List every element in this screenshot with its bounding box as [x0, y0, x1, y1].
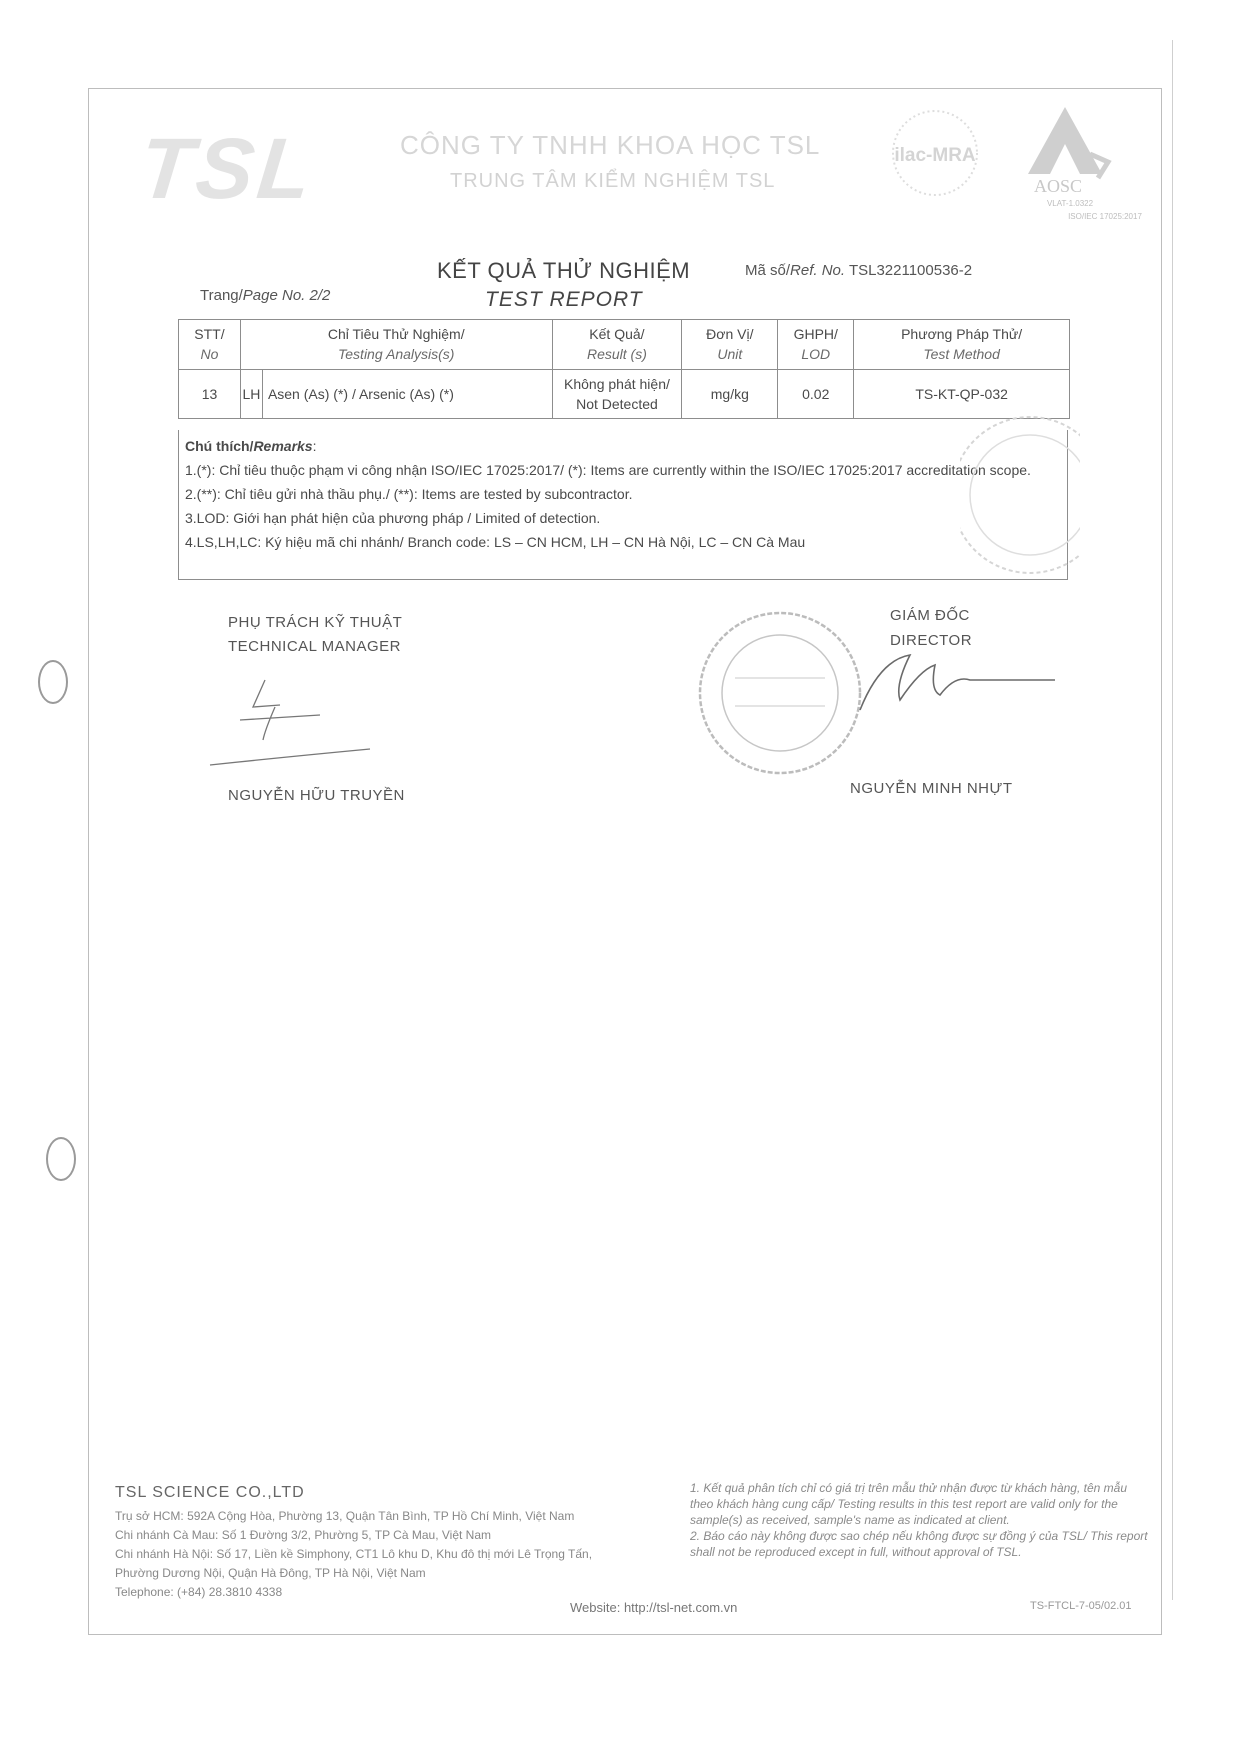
- center-name: TRUNG TÂM KIỂM NGHIỆM TSL: [450, 170, 776, 192]
- footer-form-code: TS-FTCL-7-05/02.01: [1030, 1600, 1132, 1612]
- ref-label-en: Ref. No.: [790, 262, 846, 279]
- page-label-vn: Trang/: [200, 287, 243, 304]
- footer-note: 2. Báo cáo này không được sao chép nếu không được sự đồng ý của TSL/ This report shall not be reproduced except in full, without approval of TSL.: [690, 1529, 1148, 1559]
- footer-address-line: Chi nhánh Hà Nội: Số 17, Liền kề Simphony, CT1 Lô khu D, Khu đô thị mới Lê Trọng Tấn, Phường Dương Nội, Quận Hà Đông, TP Hà Nội, Việt Nam: [115, 1547, 593, 1580]
- remark-item: 2.(**): Chỉ tiêu gửi nhà thầu phụ./ (**): Items are tested by subcontractor.: [185, 486, 633, 502]
- tsl-logo: TSL: [135, 121, 320, 217]
- punch-hole: [38, 660, 68, 704]
- page-label-en: Page No. 2/2: [242, 287, 331, 304]
- technical-manager-name: NGUYỄN HỮU TRUYỀN: [228, 787, 405, 804]
- remark-item: 4.LS,LH,LC: Ký hiệu mã chi nhánh/ Branch code: LS – CN HCM, LH – CN Hà Nội, LC – CN Cà Mau: [185, 534, 806, 550]
- header-cell-method: Phương Pháp Thử/ Test Method: [854, 320, 1070, 370]
- footer-address: [115, 1507, 635, 1602]
- cell-lod: 0.02: [778, 369, 854, 419]
- punch-hole: [46, 1137, 76, 1181]
- header-cell-no: STT/ No: [179, 320, 241, 370]
- report-title-en: TEST REPORT: [485, 288, 643, 311]
- partial-stamp: [960, 405, 1080, 585]
- director-signature: [840, 640, 1070, 730]
- ilac-text: ilac-MRA: [894, 145, 976, 166]
- footer-address-line: Telephone: (+84) 28.3810 4338: [115, 1585, 283, 1599]
- header-cell-lod: GHPH/ LOD: [778, 320, 854, 370]
- table-header-row: [179, 320, 1070, 370]
- report-title-vn: KẾT QUẢ THỬ NGHIỆM: [437, 258, 691, 283]
- aosc-logo: [1010, 102, 1160, 222]
- iso-text: ISO/IEC 17025:2017: [1068, 212, 1142, 221]
- header-cell-analysis: Chỉ Tiêu Thử Nghiệm/ Testing Analysis(s): [240, 320, 552, 370]
- table-row: [179, 369, 1070, 419]
- company-name: CÔNG TY TNHH KHOA HỌC TSL: [400, 130, 821, 160]
- cell-unit: mg/kg: [682, 369, 778, 419]
- cell-no: 13: [179, 369, 241, 419]
- footer-company: TSL SCIENCE CO.,LTD: [115, 1484, 305, 1501]
- cell-branch: LH: [240, 369, 262, 419]
- footer-website: Website: http://tsl-net.com.vn: [570, 1600, 738, 1615]
- footer-notes: [690, 1480, 1150, 1560]
- cell-analysis: Asen (As) (*) / Arsenic (As) (*): [262, 369, 552, 419]
- remark-item: 1.(*): Chỉ tiêu thuộc phạm vi công nhận ISO/IEC 17025:2017/ (*): Items are currently within the ISO/IEC 17025:2017 accreditation scope.: [185, 462, 1031, 478]
- results-table: [178, 319, 1070, 419]
- ref-label-vn: Mã số/: [745, 262, 791, 279]
- cell-method: TS-KT-QP-032: [854, 369, 1070, 419]
- technical-manager-signature: [205, 665, 405, 775]
- header-cell-result: Kết Quả/ Result (s): [552, 320, 682, 370]
- aosc-text: AOSC: [1033, 176, 1083, 196]
- page-number: [200, 287, 330, 304]
- remark-item: 3.LOD: Giới hạn phát hiện của phương pháp / Limited of detection.: [185, 510, 601, 526]
- cell-result: Không phát hiện/ Not Detected: [552, 369, 682, 419]
- technical-manager-title-en: TECHNICAL MANAGER: [228, 638, 401, 655]
- aosc-code-text: VLAT-1.0322: [1046, 199, 1094, 208]
- ref-number: [745, 262, 972, 279]
- remarks-box: [178, 430, 1068, 580]
- ref-value: TSL3221100536-2: [848, 262, 973, 279]
- footer-address-line: Chi nhánh Cà Mau: Số 1 Đường 3/2, Phường 5, TP Cà Mau, Việt Nam: [115, 1528, 492, 1542]
- remarks-title: Chú thích/Remarks:: [185, 438, 317, 454]
- director-title-vn: GIÁM ĐỐC: [890, 607, 970, 624]
- director-title-en: DIRECTOR: [890, 632, 973, 649]
- ilac-mra-logo: [880, 105, 990, 205]
- technical-manager-title-vn: PHỤ TRÁCH KỸ THUẬT: [228, 614, 403, 631]
- header-cell-unit: Đơn Vị/ Unit: [682, 320, 778, 370]
- director-name: NGUYỄN MINH NHỰT: [850, 780, 1013, 797]
- footer-address-line: Trụ sở HCM: 592A Cộng Hòa, Phường 13, Quận Tân Bình, TP Hồ Chí Minh, Việt Nam: [115, 1509, 575, 1523]
- footer-note: 1. Kết quả phân tích chỉ có giá trị trên mẫu thử nhận được từ khách hàng, tên mẫu theo khách hàng cung cấp/ Testing results in this test report are valid only for the sample(s) as received, sample's name as indicated at client.: [690, 1481, 1127, 1527]
- page-edge-line: [1172, 40, 1173, 1600]
